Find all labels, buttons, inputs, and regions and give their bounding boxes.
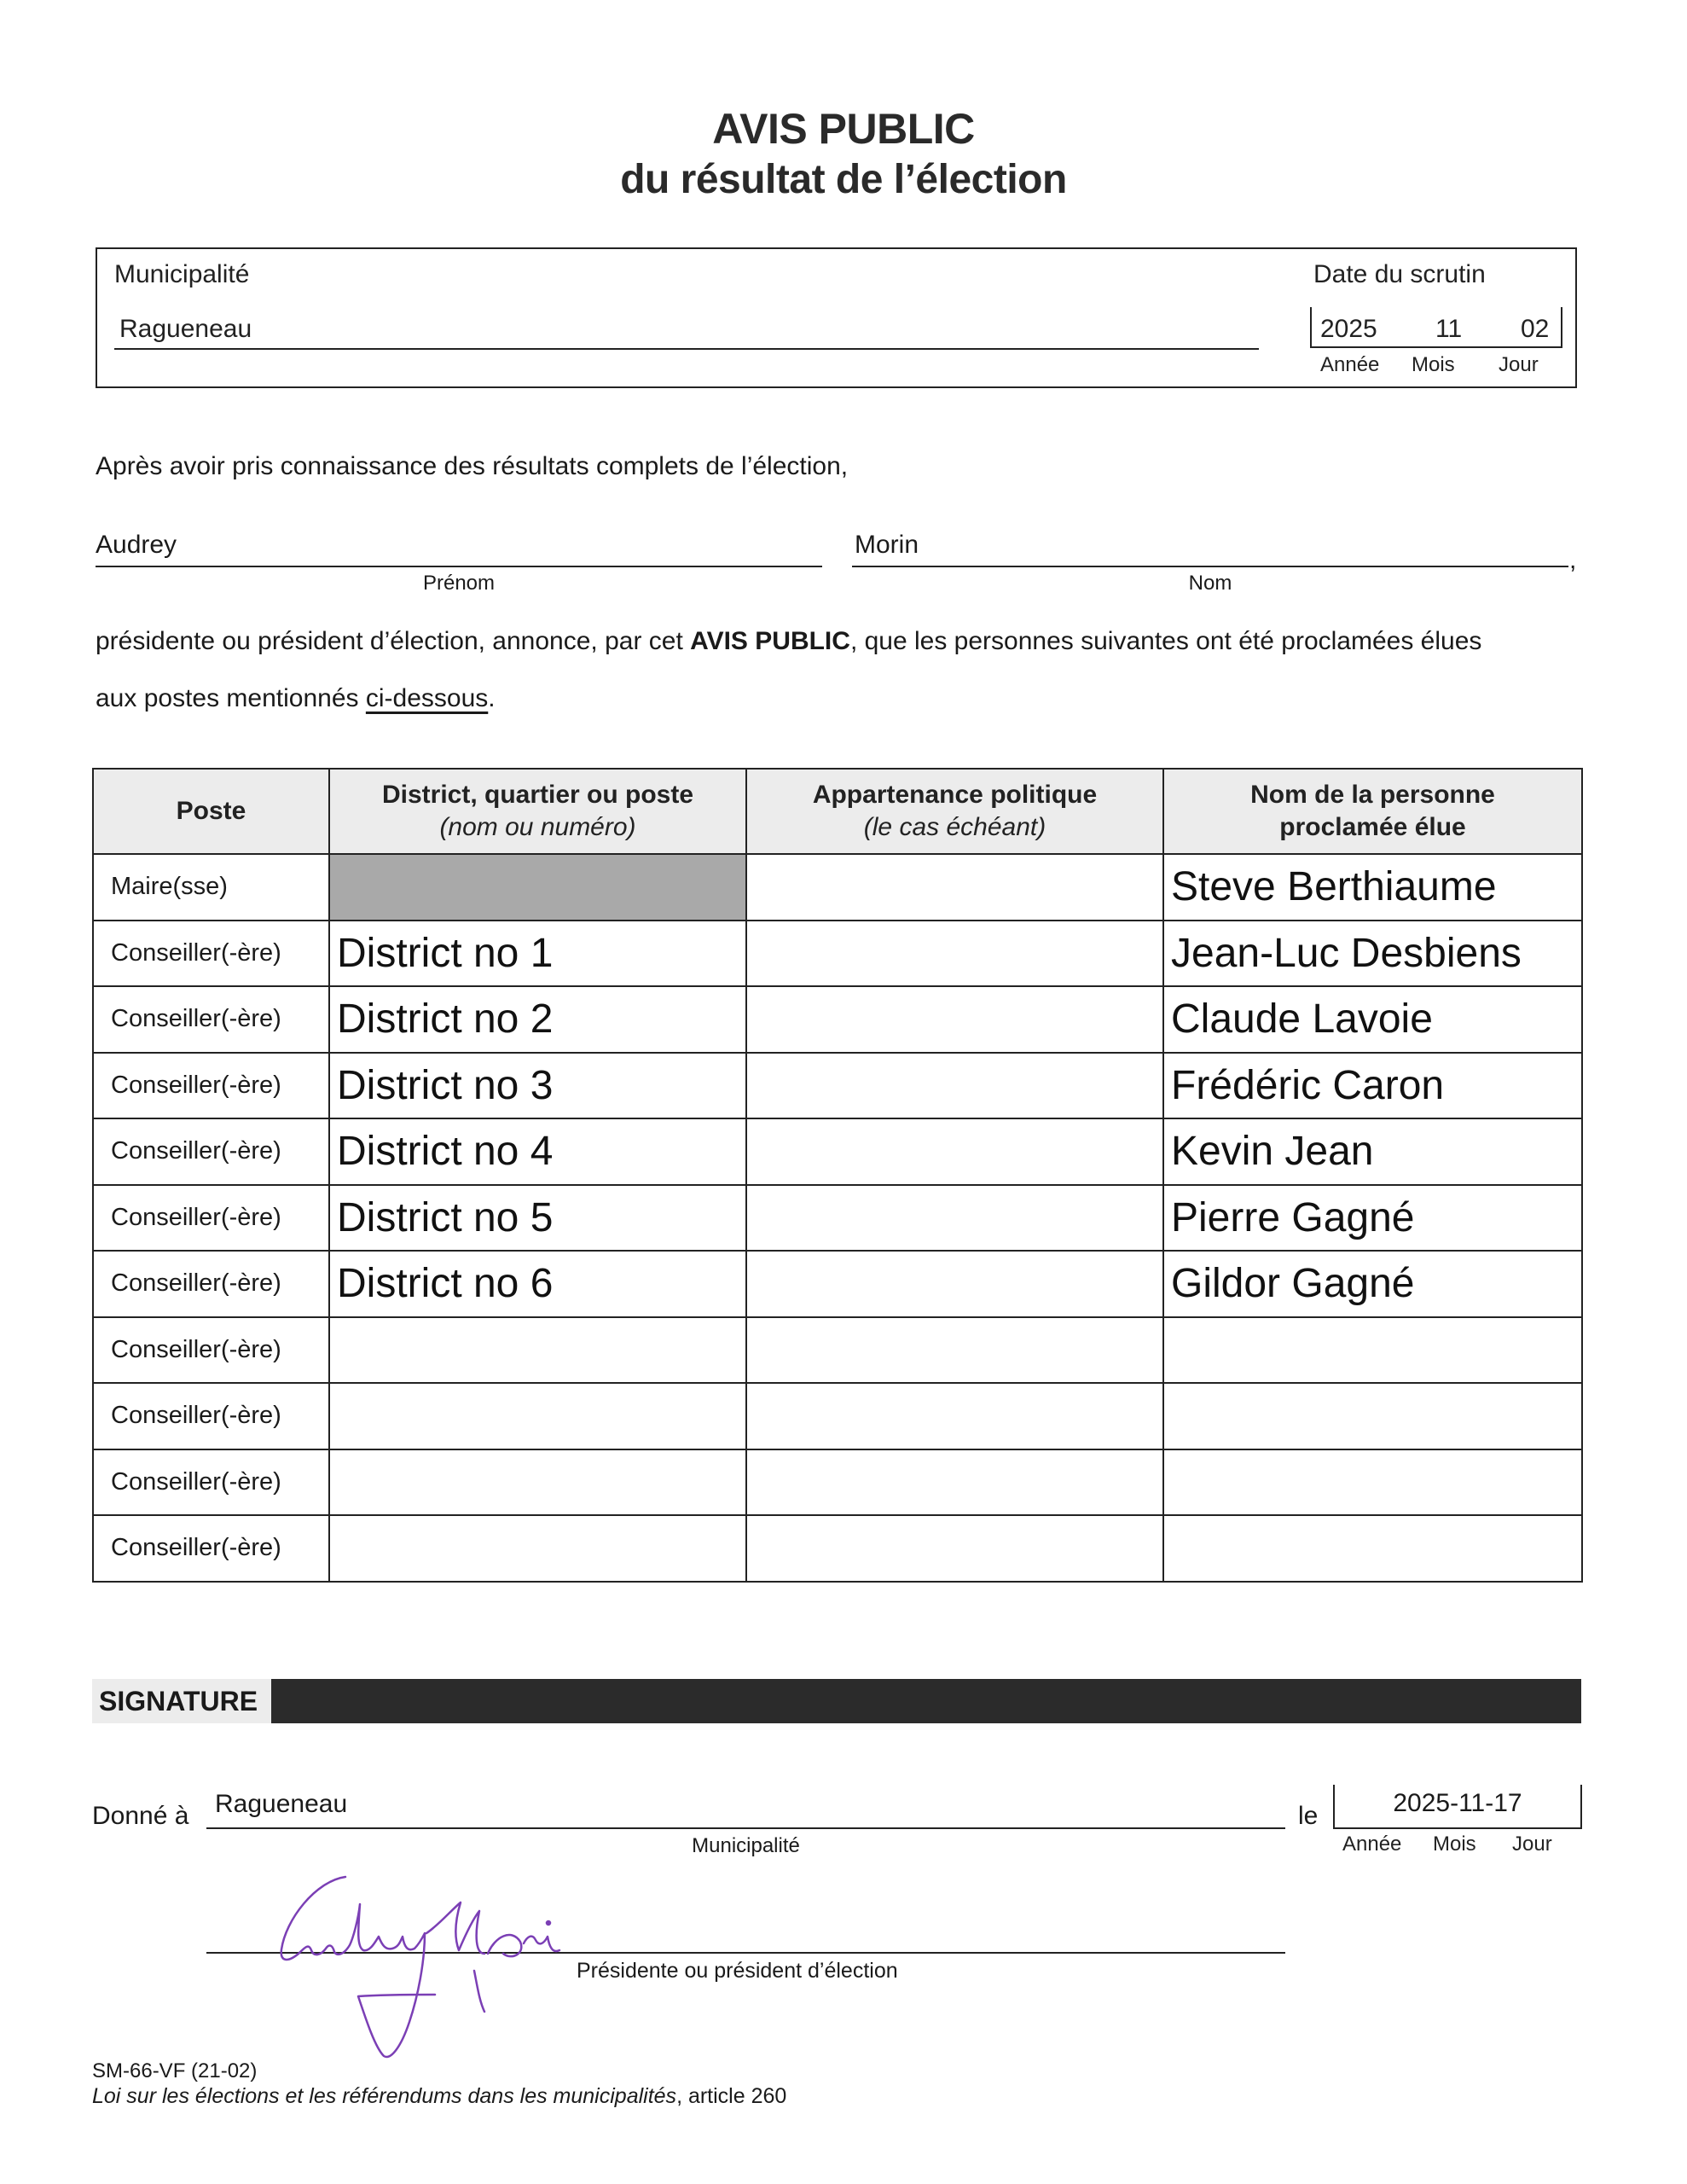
table-row: [93, 1185, 1582, 1252]
intro-text: Après avoir pris connaissance des résultats complets de l’élection,: [96, 452, 849, 480]
cell-district[interactable]: [329, 1317, 746, 1384]
header-name-line1: Nom de la personne: [1250, 781, 1495, 809]
year-sublabel: Année: [1342, 1833, 1402, 1856]
cell-poste: Conseiller(-ère): [93, 1053, 329, 1119]
cell-poste: Conseiller(-ère): [93, 1317, 329, 1384]
cell-poste: Conseiller(-ère): [93, 1251, 329, 1317]
cell-elected-name[interactable]: Gildor Gagné: [1163, 1251, 1582, 1317]
cell-party[interactable]: [746, 1449, 1163, 1516]
signer-label: Présidente ou président d’élection: [577, 1959, 898, 1983]
cell-district[interactable]: [329, 1515, 746, 1582]
para-text: aux postes mentionnés: [96, 684, 366, 712]
header-district-sub: (nom ou numéro): [439, 813, 636, 841]
municipality-underline: [114, 348, 1259, 350]
cell-district[interactable]: District no 2: [329, 986, 746, 1053]
header-district-title: District, quartier ou poste: [381, 781, 694, 809]
cell-party[interactable]: [746, 854, 1163, 921]
table-row: [93, 1053, 1582, 1119]
cell-poste: Conseiller(-ère): [93, 1515, 329, 1582]
cell-district[interactable]: [329, 1449, 746, 1516]
para-bold-avis-public: AVIS PUBLIC: [690, 627, 850, 655]
given-at-field[interactable]: Ragueneau: [215, 1790, 348, 1818]
results-table: [92, 768, 1583, 1583]
le-label: le: [1298, 1802, 1319, 1830]
cell-elected-name[interactable]: [1163, 1449, 1582, 1516]
cell-poste: Conseiller(-ère): [93, 921, 329, 987]
form-code: SM-66-VF (21-02): [92, 2059, 258, 2082]
cell-poste: Maire(sse): [93, 854, 329, 921]
table-row: [93, 986, 1582, 1053]
table-row: [93, 1449, 1582, 1516]
announcement-paragraph: [96, 627, 1481, 656]
header-poste: Poste: [93, 769, 329, 854]
para-text: , que les personnes suivantes ont été proclamées élues: [849, 627, 1482, 655]
given-at-underline: [206, 1827, 1285, 1829]
table-row: [93, 1251, 1582, 1317]
cell-party[interactable]: [746, 1118, 1163, 1185]
last-name-field[interactable]: Morin: [855, 531, 919, 559]
cell-poste: Conseiller(-ère): [93, 986, 329, 1053]
table-row: [93, 1317, 1582, 1384]
year-sublabel: Année: [1320, 353, 1380, 376]
cell-party[interactable]: [746, 1053, 1163, 1119]
first-name-underline: [96, 566, 822, 567]
month-sublabel: Mois: [1433, 1833, 1476, 1856]
cell-district[interactable]: District no 4: [329, 1118, 746, 1185]
day-sublabel: Jour: [1512, 1833, 1552, 1856]
page-subtitle: du résultat de l’élection: [620, 157, 1067, 202]
header-elected-name: [1163, 769, 1582, 854]
cell-poste: Conseiller(-ère): [93, 1449, 329, 1516]
cell-district[interactable]: District no 3: [329, 1053, 746, 1119]
law-article: , article 260: [676, 2084, 787, 2108]
announcement-paragraph-cont: [96, 684, 496, 713]
election-date-month: 11: [1435, 315, 1463, 343]
last-name-underline: [852, 566, 1568, 567]
cell-district[interactable]: [329, 1383, 746, 1449]
cell-elected-name[interactable]: Frédéric Caron: [1163, 1053, 1582, 1119]
cell-district[interactable]: District no 5: [329, 1185, 746, 1252]
page-title: AVIS PUBLIC: [712, 105, 975, 153]
header-party-sub: (le cas échéant): [863, 813, 1046, 841]
cell-party[interactable]: [746, 1251, 1163, 1317]
table-row: [93, 1383, 1582, 1449]
comma: ,: [1569, 546, 1577, 574]
law-reference: [92, 2084, 786, 2109]
first-name-field[interactable]: Audrey: [96, 531, 177, 559]
table-row: [93, 1118, 1582, 1185]
given-at-municipality-label: Municipalité: [692, 1834, 800, 1857]
cell-party[interactable]: [746, 1383, 1163, 1449]
signature-date-field[interactable]: 2025-11-17: [1333, 1785, 1582, 1829]
header-party-title: Appartenance politique: [812, 781, 1098, 809]
cell-elected-name[interactable]: Jean-Luc Desbiens: [1163, 921, 1582, 987]
signature-heading-bar: [271, 1679, 1581, 1723]
cell-elected-name[interactable]: Claude Lavoie: [1163, 986, 1582, 1053]
cell-poste: Conseiller(-ère): [93, 1118, 329, 1185]
cell-elected-name[interactable]: [1163, 1317, 1582, 1384]
cell-party[interactable]: [746, 1317, 1163, 1384]
cell-elected-name[interactable]: [1163, 1383, 1582, 1449]
cell-poste: Conseiller(-ère): [93, 1185, 329, 1252]
ci-dessous-underlined: ci-dessous: [365, 684, 489, 712]
last-name-label: Nom: [1188, 572, 1232, 595]
table-row: [93, 1515, 1582, 1582]
cell-district-disabled: [329, 854, 746, 921]
cell-elected-name[interactable]: [1163, 1515, 1582, 1582]
first-name-label: Prénom: [422, 572, 496, 595]
month-sublabel: Mois: [1412, 353, 1455, 376]
cell-elected-name[interactable]: Steve Berthiaume: [1163, 854, 1582, 921]
table-header-row: [93, 769, 1582, 854]
table-row: [93, 921, 1582, 987]
cell-party[interactable]: [746, 921, 1163, 987]
election-date-year: 2025: [1320, 315, 1377, 343]
header-name-line2: proclamée élue: [1279, 813, 1466, 841]
municipality-label: Municipalité: [114, 260, 250, 288]
table-row: [93, 854, 1582, 921]
cell-elected-name[interactable]: Pierre Gagné: [1163, 1185, 1582, 1252]
cell-elected-name[interactable]: Kevin Jean: [1163, 1118, 1582, 1185]
para-text: présidente ou président d’élection, annonce, par cet: [96, 627, 691, 655]
signature-heading: SIGNATURE: [92, 1679, 271, 1723]
cell-party[interactable]: [746, 986, 1163, 1053]
cell-district[interactable]: District no 6: [329, 1251, 746, 1317]
cell-poste: Conseiller(-ère): [93, 1383, 329, 1449]
header-district: [329, 769, 746, 854]
day-sublabel: Jour: [1499, 353, 1539, 376]
cell-party[interactable]: [746, 1515, 1163, 1582]
header-party: [746, 769, 1163, 854]
law-title: Loi sur les élections et les référendums dans les municipalités: [92, 2084, 677, 2108]
given-at-label: Donné à: [92, 1802, 189, 1830]
para-text: .: [488, 684, 496, 712]
municipality-field[interactable]: Ragueneau: [119, 315, 252, 343]
election-date-label: Date du scrutin: [1313, 260, 1486, 288]
cell-party[interactable]: [746, 1185, 1163, 1252]
cell-district[interactable]: District no 1: [329, 921, 746, 987]
election-date-day: 02: [1521, 315, 1550, 343]
